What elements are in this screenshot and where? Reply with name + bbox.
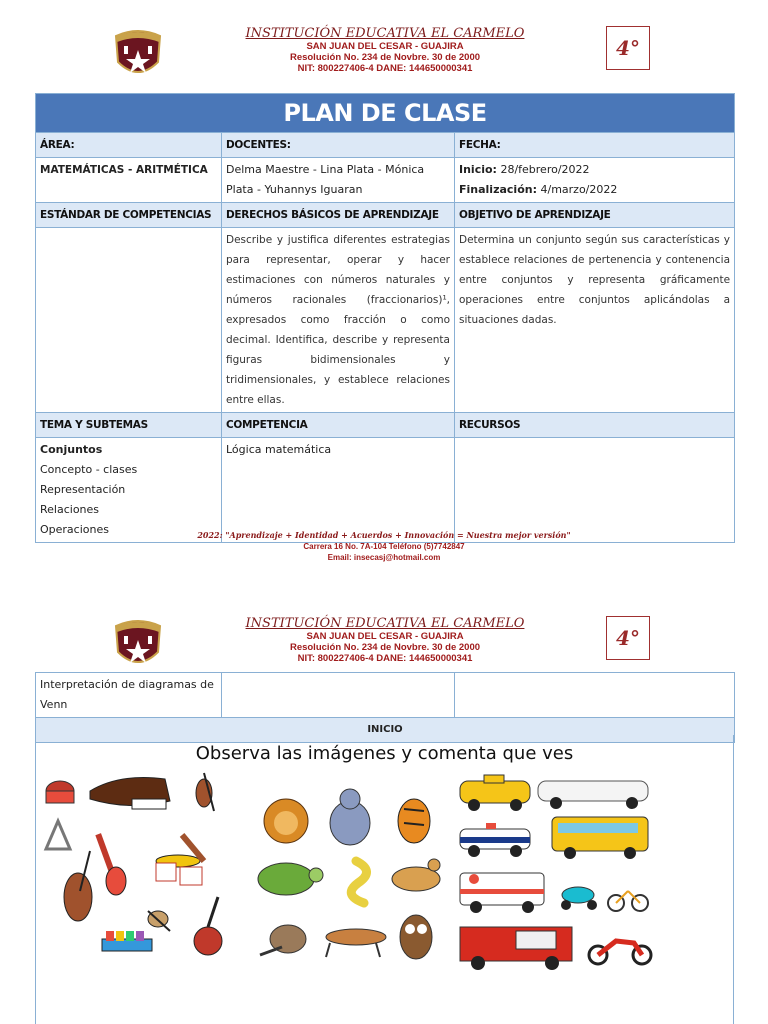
recursos-label: RECURSOS — [455, 413, 735, 438]
lesson-plan-table — [35, 93, 735, 543]
school-crest-logo — [108, 26, 168, 82]
tema-label: TEMA Y SUBTEMAS — [36, 413, 222, 438]
fecha-label: FECHA: — [455, 133, 735, 158]
subtema-item: Concepto - clases — [40, 463, 138, 476]
footer-address: Carrera 16 No. 7A-104 Teléfono (5)7742847 — [303, 542, 465, 551]
docentes-value: Delma Maestre - Lina Plata - Mónica Plata - Yuhannys Iguaran — [222, 158, 455, 203]
institution-nit: NIT: 800227406-4 DANE: 144650000341 — [297, 653, 473, 664]
lesson-plan-table-continued — [35, 672, 735, 743]
competencia-value: Lógica matemática — [222, 438, 455, 543]
docentes-label: DOCENTES: — [222, 133, 455, 158]
institution-resolution: Resolución No. 234 de Novbre. 30 de 2000 — [289, 642, 481, 653]
objetivo-value: Determina un conjunto según sus características y establece relaciones de pertenencia y contenencia entre conjuntos y representa gráficamente operaciones entre conjuntos aplicándolas a situaciones dadas. — [455, 228, 735, 413]
school-crest-logo — [108, 616, 168, 672]
observe-section — [35, 735, 734, 1024]
fecha-values — [455, 158, 735, 203]
institution-name: INSTITUCIÓN EDUCATIVA EL CARMELO — [245, 616, 525, 631]
area-label: ÁREA: — [36, 133, 222, 158]
recursos-value — [455, 438, 735, 543]
recursos-continued — [455, 673, 735, 718]
fecha-inicio: Inicio: 28/febrero/2022 — [459, 163, 590, 176]
area-value: MATEMÁTICAS - ARITMÉTICA — [36, 158, 222, 203]
tema-value — [36, 438, 222, 543]
musical-instruments-illustration — [40, 771, 240, 971]
animals-illustration — [246, 771, 446, 971]
dba-label: DERECHOS BÁSICOS DE APRENDIZAJE — [222, 203, 455, 228]
subtema-item: Relaciones — [40, 503, 100, 516]
institution-name: INSTITUCIÓN EDUCATIVA EL CARMELO — [245, 26, 525, 41]
institution-info — [200, 616, 570, 664]
subtema-item: Representación — [40, 483, 126, 496]
observe-title: Observa las imágenes y comenta que ves — [195, 743, 574, 764]
footer-email: Email: insecasj@hotmail.com — [327, 553, 441, 562]
subtema-item: Operaciones — [40, 523, 109, 536]
plan-title: PLAN DE CLASE — [36, 94, 735, 133]
competencia-continued — [222, 673, 455, 718]
institution-nit: NIT: 800227406-4 DANE: 144650000341 — [297, 63, 473, 74]
footer-motto: 2022: "Aprendizaje + Identidad + Acuerdos + Innovación = Nuestra mejor versión" — [197, 530, 571, 540]
dba-value: Describe y justifica diferentes estrategias para representar, operar y hacer estimaciones con números naturales y números racionales (fraccionarios)¹, expresados como fracción o como decimal. Identifica, describe y representa figuras bidimensionales y tridimensionales, y establece relaciones entre ellas. — [222, 228, 455, 413]
estandar-value — [36, 228, 222, 413]
vehicles-illustration — [456, 771, 656, 971]
objetivo-label: OBJETIVO DE APRENDIZAJE — [455, 203, 735, 228]
institution-location: SAN JUAN DEL CESAR - GUAJIRA — [306, 41, 464, 52]
grade-badge: 4° — [606, 26, 650, 70]
institution-location: SAN JUAN DEL CESAR - GUAJIRA — [306, 631, 464, 642]
estandar-label: ESTÁNDAR DE COMPETENCIAS — [36, 203, 222, 228]
grade-badge: 4° — [606, 616, 650, 660]
page-footer — [0, 530, 768, 563]
fecha-final: Finalización: 4/marzo/2022 — [459, 183, 618, 196]
subtema-continued: Interpretación de diagramas de Venn — [36, 673, 222, 718]
tema-main: Conjuntos — [40, 443, 103, 456]
institution-info — [200, 26, 570, 74]
institution-resolution: Resolución No. 234 de Novbre. 30 de 2000 — [289, 52, 481, 63]
inicio-header: INICIO — [36, 718, 735, 743]
competencia-label: COMPETENCIA — [222, 413, 455, 438]
